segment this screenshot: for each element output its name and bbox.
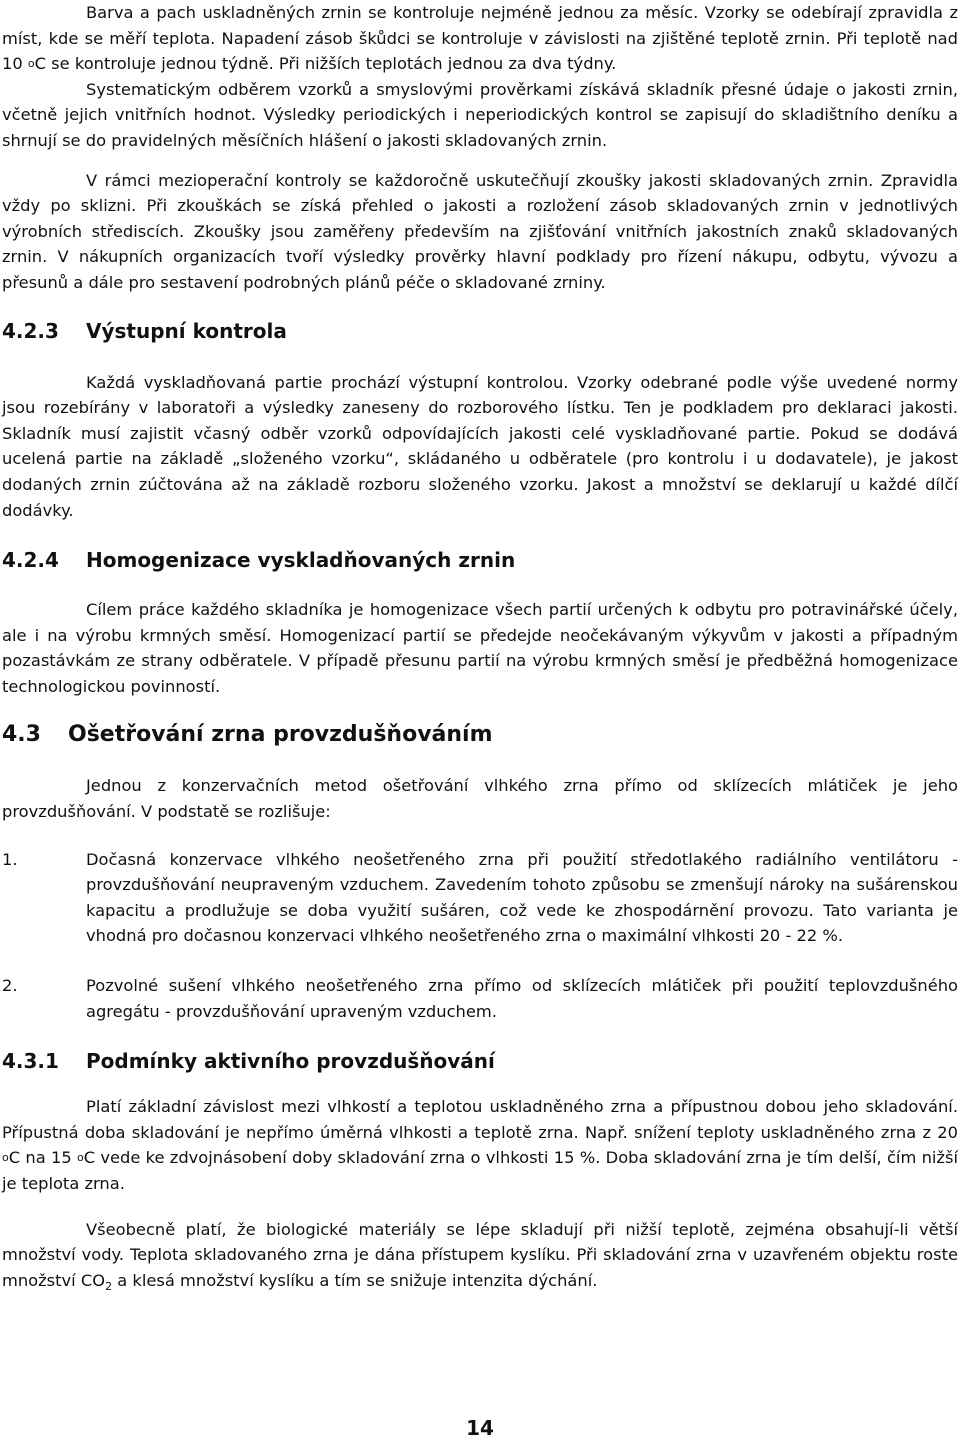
list-text: Dočasná konzervace vlhkého neošetřeného zrna při použití středotlakého radiálního ventilátoru - provzdušňování neupraveným vzduchem. Zavedením tohoto způsobu se zmenšují nároky na sušárenskou kapacitu a prodlužuje se doba využití sušáren, což vede ke zhospodárnění provozu. Tato varianta je vhodná pro dočasnou konzervaci vlhkého neošetřeného zrna o maximální vlhkosti 20 - 22 %.	[86, 849, 958, 946]
section-number: 4.3	[2, 722, 41, 748]
co2-subscript: 2	[105, 1279, 113, 1293]
paragraph-aeration-intro: Jednou z konzervačních metod ošetřování vlhkého zrna přímo od sklízecích mlátiček je jeho provzdušňování. V podstatě se rozlišuje:	[2, 776, 958, 822]
section-number: 4.3.1	[2, 1049, 59, 1074]
degree-superscript: o	[27, 57, 35, 71]
document-page	[2, 0, 958, 1293]
paragraph-interoperational-control: V rámci mezioperační kontroly se každoročně uskutečňují zkoušky jakosti skladovaných zrnin. Zpravidla vždy po sklizni. Při zkouškách se získá přehled o jakosti a rozložení zásob skladovaných zrnin v jednotlivých výrobních střediscích. Zkoušky jsou zaměřeny především na zjišťování vnitřních jakostních znaků skladovaných zrnin. V nákupních organizacích tvoří výsledky prověrky hlavní podklady pro řízení nákupu, odbytu, vývozu a přesunů a dále pro sestavení podrobných plánů péče o skladované zrniny.	[2, 170, 958, 292]
section-heading-4-2-3	[2, 318, 958, 344]
list-number: 1.	[2, 849, 18, 869]
list-item	[2, 847, 958, 949]
section-title: Podmínky aktivního provzdušňování	[86, 1049, 495, 1074]
section-heading-4-2-4	[2, 547, 958, 573]
page-number: 14	[466, 1416, 494, 1440]
list-number: 2.	[2, 976, 18, 996]
section-title: Výstupní kontrola	[86, 318, 287, 343]
paragraph-output-control: Každá vyskladňovaná partie prochází výstupní kontrolou. Vzorky odebrané podle výše uvedené normy jsou rozebírány v laboratoři a výsledky zaneseny do rozborového lístku. Ten je podkladem pro deklaraci jakosti. Skladník musí zajistit včasný odběr vzorků odpovídajících jakosti celé vyskladňované partie. Pokud se dodává ucelená partie na základě „složeného vzorku“, skládaného u odběratele (pro kontrolu i u dodavatele), je jakost dodaných zrnin zúčtována až na základě rozboru složeného vzorku. Jakost a množství se deklarují u každé dílčí dodávky.	[2, 372, 958, 520]
paragraph-moisture-temperature: Platí základní závislost mezi vlhkostí a teplotou uskladněného zrna a přípustnou dobou jeho skladování. Přípustná doba skladování je nepřímo úměrná vlhkosti a teplotě zrna. Např. snížení teploty uskladněného zrna z 20 $^o$C na 15 $^o$C vede ke zdvojnásobení doby skladování zrna o vlhkosti 15 %. Doba skladování zrna je tím delší, čím nižší je teplota zrna.	[2, 1097, 958, 1193]
section-heading-4-3	[2, 721, 958, 749]
section-title: Homogenizace vyskladňovaných zrnin	[86, 548, 516, 573]
section-title: Ošetřování zrna provzdušňováním	[68, 722, 493, 748]
degree-superscript: o	[76, 1151, 84, 1165]
section-number: 4.2.3	[2, 318, 59, 343]
paragraph-homogenization: Cílem práce každého skladníka je homogenizace všech partií určených k odbytu pro potravinářské účely, ale i na výrobu krmných směsí. Homogenizací partií se předejde neočekávaným výkyvům v jakosti a případným pozastávkám ze strany odběratele. V případě přesunu partií na výrobu krmných směsí je předběžná homogenizace technologickou povinností.	[2, 600, 958, 696]
paragraph-systematic-sampling: Systematickým odběrem vzorků a smyslovými prověrkami získává skladník přesné údaje o jakosti zrnin, včetně jejich vnitřních hodnot. Výsledky periodických i neperiodických kontrol se zapisují do skladištního deníku a shrnují se do pravidelných měsíčních hlášení o jakosti skladovaných zrnin.	[2, 79, 958, 150]
paragraph-storage-checks: Barva a pach uskladněných zrnin se kontroluje nejméně jednou za měsíc. Vzorky se odebírají zpravidla z míst, kde se měří teplota. Napadení zásob škůdci se kontroluje v závislosti na zjištěné teplotě zrnin. Při teplotě nad 10 $^o$C se kontroluje jednou týdně. Při nižších teplotách jednou za dva týdny.	[2, 3, 958, 74]
paragraph-biological-materials: Všeobecně platí, že biologické materiály se lépe skladují při nižší teplotě, zejména obsahují-li větší množství vody. Teplota skladovaného zrna je dána přístupem kyslíku. Při skladování zrna v uzavřeném objektu roste množství $CO_2$ a klesá množství kyslíku a tím se snižuje intenzita dýchání.	[2, 1219, 958, 1293]
section-number: 4.2.4	[2, 548, 59, 573]
degree-superscript: o	[2, 1151, 9, 1165]
list-text: Pozvolné sušení vlhkého neošetřeného zrna přímo od sklízecích mlátiček při použití teplovzdušného agregátu - provzdušňování upraveným vzduchem.	[86, 976, 958, 1021]
list-item	[2, 973, 958, 1024]
section-heading-4-3-1	[2, 1048, 958, 1074]
